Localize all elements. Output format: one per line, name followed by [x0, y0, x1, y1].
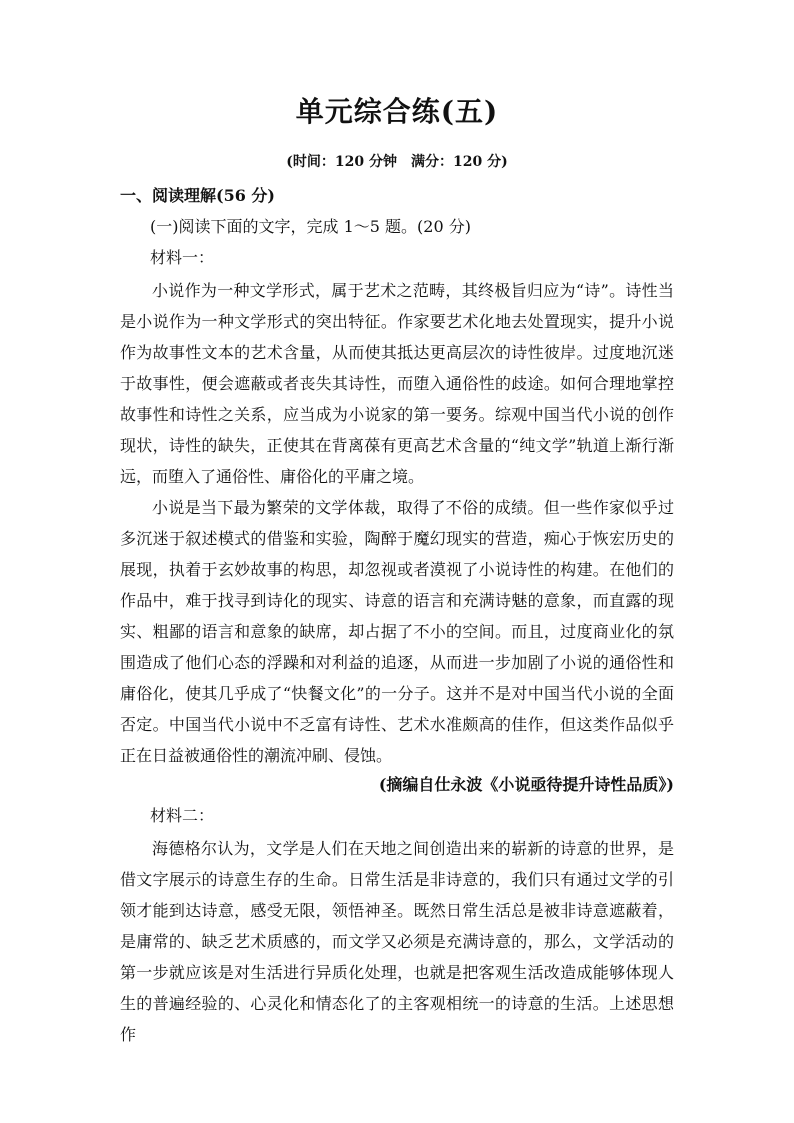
material-two-label: 材料二： — [150, 806, 215, 825]
question-group-heading: (一)阅读下面的文字，完成 1～5 题。(20 分) — [150, 217, 471, 236]
material-one-paragraph-1: 小说作为一种文学形式，属于艺术之范畴，其终极旨归应为“诗”。诗性当是小说作为一种文学形式的突出特征。作家要艺术化地去处置现实，提升小说作为故事性文本的艺术含量，从而使其抵达更高层次的诗性彼岸。过度地沉迷于故事性，便会遮蔽或者丧失其诗性，而堕入通俗性的歧途。如何合理地掌控故事性和诗性之关系，应当成为小说家的第一要务。综观中国当代小说的创作现状，诗性的缺失，正使其在背离葆有更高艺术含量的“纯文学”轨道上渐行渐远，而堕入了通俗性、庸俗化的平庸之境。 — [120, 281, 674, 486]
page-title: 单元综合练(五) — [295, 95, 499, 128]
section-heading: 一、阅读理解(56 分) — [120, 186, 275, 205]
material-one-paragraph-2: 小说是当下最为繁荣的文学体裁，取得了不俗的成绩。但一些作家似乎过多沉迷于叙述模式的借鉴和实验，陶醉于魔幻现实的营造，痴心于恢宏历史的展现，执着于玄妙故事的构思，却忽视或者漠视了小说诗性的构建。在他们的作品中，难于找寻到诗化的现实、诗意的语言和充满诗魅的意象，而直露的现实、粗鄙的语言和意象的缺席，却占据了不小的空间。而且，过度商业化的氛围造成了他们心态的浮躁和对利益的追逐，从而进一步加剧了小说的通俗性和庸俗化，使其几乎成了“快餐文化”的一分子。这并不是对中国当代小说的全面否定。中国当代小说中不乏富有诗性、艺术水准颇高的佳作，但这类作品似乎正在日益被通俗性的潮流冲刷、侵蚀。 — [120, 498, 674, 765]
material-one-source: (摘编自仕永波《小说亟待提升诗性品质》) — [378, 775, 674, 794]
exam-meta: (时间：120 分钟 满分：120 分) — [286, 154, 508, 170]
material-one-label: 材料一： — [150, 248, 215, 267]
material-two-paragraph-1: 海德格尔认为，文学是人们在天地之间创造出来的崭新的诗意的世界，是借文字展示的诗意生存的生命。日常生活是非诗意的，我们只有通过文学的引领才能到达诗意，感受无限，领悟神圣。既然日常生活总是被非诗意遮蔽着，是庸常的、缺乏艺术质感的，而文学又必须是充满诗意的，那么，文学活动的第一步就应该是对生活进行异质化处理，也就是把客观生活改造成能够体现人生的普遍经验的、心灵化和情态化了的主客观相统一的诗意的生活。上述思想作 — [120, 839, 674, 1044]
